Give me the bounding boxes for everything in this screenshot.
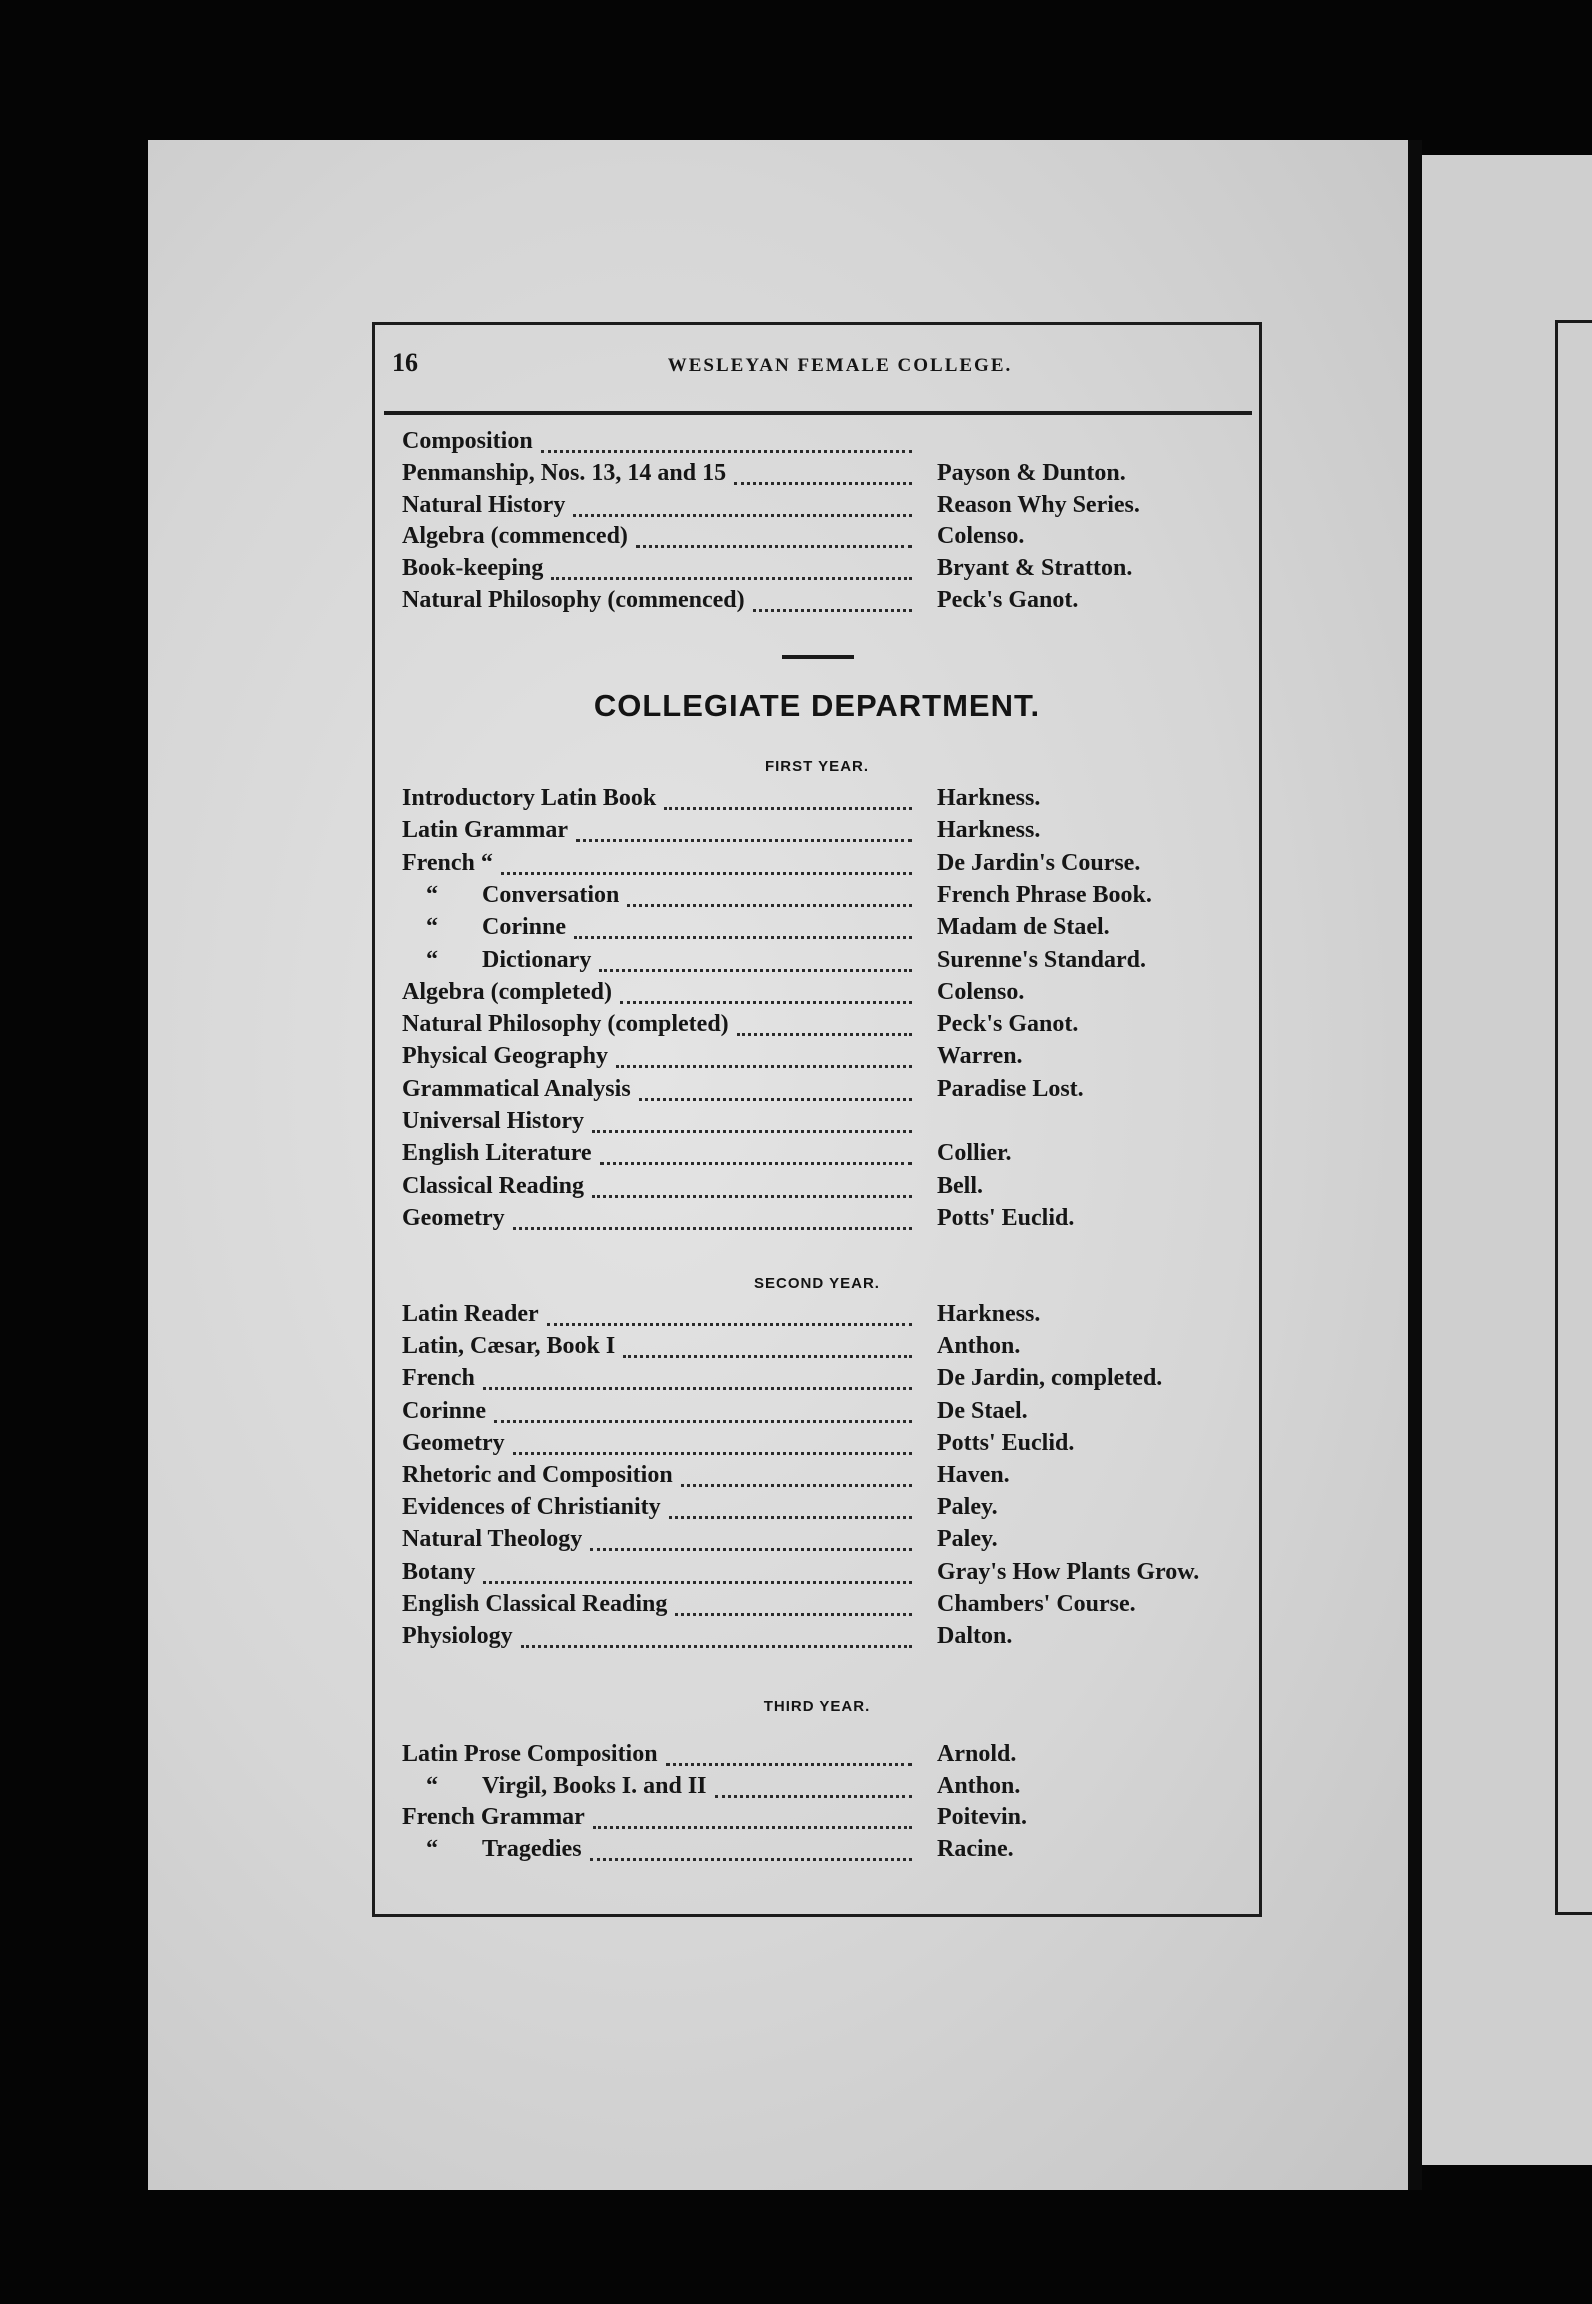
course-row: [402, 1804, 1242, 1838]
second-year-heading: SECOND YEAR.: [754, 1275, 880, 1292]
course-subject: Rhetoric and Composition: [402, 1462, 673, 1488]
course-subject: Penmanship, Nos. 13, 14 and 15: [402, 459, 727, 486]
course-row: [402, 850, 1242, 884]
course-text-book: Potts' Euclid.: [937, 1204, 1075, 1231]
course-text-book: Arnold.: [937, 1741, 1017, 1767]
course-subject: Book-keeping: [402, 555, 544, 582]
course-row: [402, 1301, 1242, 1335]
course-text-book: Bryant & Stratton.: [937, 555, 1133, 582]
dot-leader: [623, 1355, 912, 1358]
dot-leader: [592, 1195, 912, 1198]
course-text-book: Surenne's Standard.: [937, 946, 1146, 973]
dot-leader: [513, 1452, 912, 1455]
course-subject: Dictionary: [482, 946, 592, 973]
page-gutter: [1408, 140, 1422, 2190]
course-row: [402, 817, 1242, 851]
course-text-book: De Stael.: [937, 1397, 1028, 1424]
course-row: [402, 947, 1242, 981]
dot-leader: [636, 545, 912, 548]
course-text-book: Madam de Stael.: [937, 914, 1110, 941]
course-subject: Latin, Cæsar, Book I: [402, 1333, 616, 1360]
course-text-book: Dalton.: [937, 1623, 1013, 1649]
dot-leader: [666, 1763, 912, 1766]
department-title: COLLEGIATE DEPARTMENT.: [593, 688, 1041, 723]
course-text-book: Harkness.: [937, 817, 1041, 844]
dot-leader: [547, 1323, 912, 1326]
dot-leader: [573, 514, 912, 517]
course-row: [402, 979, 1242, 1013]
course-subject: French: [402, 1365, 475, 1392]
course-text-book: Harkness.: [937, 1301, 1041, 1327]
course-subject: Natural Philosophy (commenced): [402, 587, 745, 613]
dot-leader: [521, 1645, 912, 1648]
dot-leader: [551, 577, 912, 580]
course-text-book: Poitevin.: [937, 1804, 1027, 1830]
course-text-book: Haven.: [937, 1462, 1010, 1488]
dot-leader: [576, 839, 912, 842]
dot-leader: [675, 1613, 912, 1616]
course-text-book: Racine.: [937, 1835, 1014, 1862]
course-text-book: Gray's How Plants Grow.: [937, 1558, 1200, 1585]
course-row: [402, 492, 1242, 526]
dot-leader: [483, 1387, 912, 1390]
dot-leader: [737, 1033, 912, 1036]
ditto-mark: “: [426, 881, 438, 908]
course-subject: Virgil, Books I. and II: [482, 1772, 707, 1799]
course-subject: Algebra (commenced): [402, 523, 628, 550]
course-text-book: Potts' Euclid.: [937, 1429, 1075, 1456]
course-row: [402, 1836, 1242, 1870]
first-year-heading: FIRST YEAR.: [764, 758, 870, 775]
course-subject: Evidences of Christianity: [402, 1494, 661, 1521]
course-subject: Natural Theology: [402, 1526, 583, 1553]
dot-leader: [616, 1065, 912, 1068]
course-row: [402, 1462, 1242, 1496]
course-text-book: Bell.: [937, 1172, 983, 1199]
course-subject: Introductory Latin Book: [402, 785, 657, 811]
running-head: WESLEYAN FEMALE COLLEGE.: [667, 355, 1013, 376]
course-subject: Latin Grammar: [402, 817, 568, 844]
course-text-book: Paley.: [937, 1526, 998, 1553]
course-row: [402, 1173, 1242, 1207]
course-subject: Latin Prose Composition: [402, 1741, 658, 1767]
course-subject: Natural History: [402, 491, 566, 518]
course-row: [402, 1494, 1242, 1528]
course-subject: Geometry: [402, 1204, 505, 1231]
dot-leader: [593, 1826, 912, 1829]
course-row: [402, 1333, 1242, 1367]
course-row: [402, 1741, 1242, 1775]
course-row: [402, 428, 1242, 462]
course-text-book: Colenso.: [937, 978, 1025, 1005]
course-text-book: Chambers' Course.: [937, 1590, 1136, 1617]
ditto-mark: “: [426, 914, 438, 941]
course-row: [402, 1526, 1242, 1560]
course-row: [402, 460, 1242, 494]
course-row: [402, 1623, 1242, 1657]
header-rule: [384, 411, 1252, 415]
dot-leader: [753, 609, 912, 612]
dot-leader: [590, 1858, 912, 1861]
course-row: [402, 1591, 1242, 1625]
dot-leader: [574, 936, 912, 939]
course-subject: Geometry: [402, 1429, 505, 1456]
third-year-heading: THIRD YEAR.: [763, 1698, 871, 1715]
course-subject: Universal History: [402, 1108, 584, 1134]
course-subject: Composition: [402, 428, 533, 454]
course-subject: Conversation: [482, 881, 620, 908]
course-subject: Botany: [402, 1558, 476, 1585]
section-divider: [782, 655, 854, 659]
dot-leader: [715, 1795, 912, 1798]
course-subject: Latin Reader: [402, 1301, 539, 1327]
course-row: [402, 1043, 1242, 1077]
course-text-book: Warren.: [937, 1043, 1023, 1070]
course-row: [402, 1365, 1242, 1399]
course-text-book: Peck's Ganot.: [937, 587, 1079, 613]
course-subject: Algebra (completed): [402, 978, 612, 1005]
course-subject: Corinne: [482, 914, 566, 941]
dot-leader: [627, 904, 912, 907]
dot-leader: [669, 1516, 912, 1519]
course-text-book: Anthon.: [937, 1772, 1021, 1799]
ditto-mark: “: [426, 946, 438, 973]
course-row: [402, 1398, 1242, 1432]
course-row: [402, 1773, 1242, 1807]
course-row: [402, 523, 1242, 557]
course-text-book: Colenso.: [937, 523, 1025, 550]
course-text-book: De Jardin, completed.: [937, 1365, 1163, 1392]
course-text-book: Harkness.: [937, 785, 1041, 811]
dot-leader: [483, 1581, 912, 1584]
dot-leader: [513, 1227, 912, 1230]
dot-leader: [592, 1130, 912, 1133]
course-row: [402, 1108, 1242, 1142]
course-subject: Tragedies: [482, 1835, 582, 1862]
course-text-book: Paradise Lost.: [937, 1075, 1084, 1102]
course-text-book: Collier.: [937, 1140, 1012, 1167]
course-subject: Corinne: [402, 1397, 486, 1424]
course-text-book: Payson & Dunton.: [937, 459, 1126, 486]
course-subject: Grammatical Analysis: [402, 1075, 631, 1102]
course-subject: English Classical Reading: [402, 1590, 668, 1617]
dot-leader: [681, 1484, 912, 1487]
course-subject: Physical Geography: [402, 1043, 609, 1070]
adjacent-page-frame: [1555, 320, 1592, 1915]
course-row: [402, 1140, 1242, 1174]
dot-leader: [541, 450, 912, 453]
course-row: [402, 1011, 1242, 1045]
ditto-mark: “: [426, 1835, 438, 1862]
course-subject: Classical Reading: [402, 1172, 585, 1199]
course-text-book: Peck's Ganot.: [937, 1011, 1079, 1038]
course-row: [402, 914, 1242, 948]
course-text-book: Reason Why Series.: [937, 491, 1140, 518]
course-subject: Natural Philosophy (completed): [402, 1011, 729, 1038]
course-text-book: Anthon.: [937, 1333, 1021, 1360]
dot-leader: [494, 1420, 912, 1423]
dot-leader: [590, 1548, 912, 1551]
course-subject: French “: [402, 849, 493, 876]
dot-leader: [501, 872, 912, 875]
dot-leader: [664, 807, 912, 810]
course-row: [402, 785, 1242, 819]
course-row: [402, 882, 1242, 916]
page-number: 16: [392, 348, 418, 377]
course-subject: Physiology: [402, 1623, 513, 1649]
course-subject: French Grammar: [402, 1804, 585, 1830]
dot-leader: [620, 1001, 912, 1004]
course-subject: English Literature: [402, 1140, 592, 1167]
course-row: [402, 1430, 1242, 1464]
course-row: [402, 587, 1242, 621]
dot-leader: [734, 482, 912, 485]
dot-leader: [600, 1162, 912, 1165]
course-row: [402, 555, 1242, 589]
course-text-book: French Phrase Book.: [937, 881, 1152, 908]
dot-leader: [599, 969, 912, 972]
course-row: [402, 1559, 1242, 1593]
ditto-mark: “: [426, 1772, 438, 1799]
course-text-book: De Jardin's Course.: [937, 849, 1141, 876]
course-text-book: Paley.: [937, 1494, 998, 1521]
course-row: [402, 1205, 1242, 1239]
dot-leader: [639, 1098, 912, 1101]
course-row: [402, 1076, 1242, 1110]
